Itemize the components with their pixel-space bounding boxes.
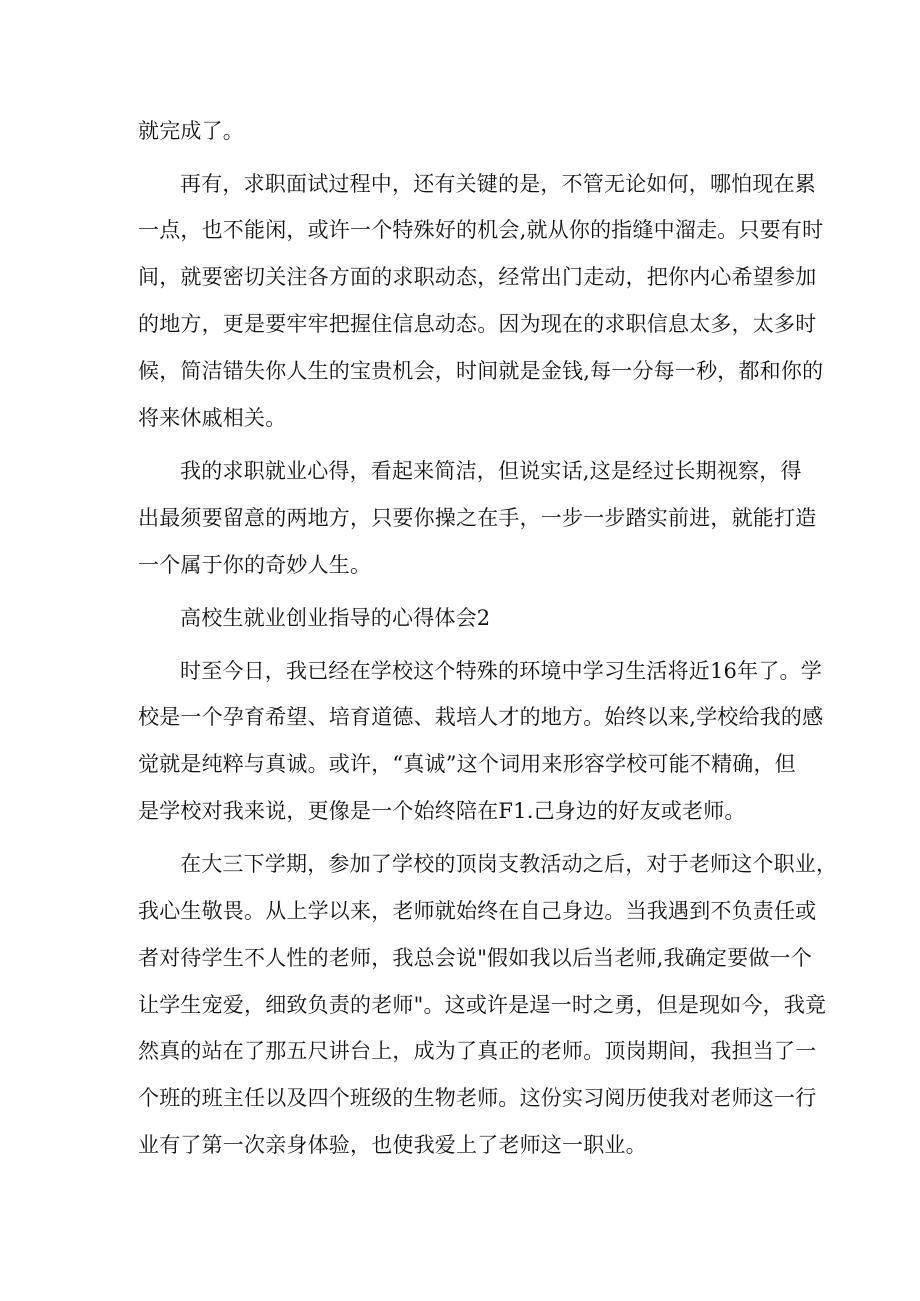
text-line: 校是一个孕育希望、培育道德、栽培人才的地方。始终以来,学校给我的感 — [138, 705, 824, 729]
text-line: 再有，求职面试过程中，还有关键的是，不管无论如何，哪怕现在累 — [180, 172, 816, 196]
text-line: 就完成了。 — [138, 119, 244, 143]
text-line: 一点，也不能闲，或许一个特殊好的机会,就从你的指缝中溜走。只要有时 — [138, 218, 824, 242]
text-line: 将来休戚相关。 — [138, 406, 287, 430]
text-line: 的地方，更是要牢牢把握住信息动态。因为现在的求职信息太多，太多时 — [138, 312, 817, 336]
text-line: 个班的班主任以及四个班级的生物老师。这份实习阅历使我对老师这一行 — [138, 1086, 817, 1110]
text-line: 觉就是纯粹与真诚。或许，“真诚”这个词用来形容学校可能不精确，但 — [138, 752, 796, 776]
text-line: 间，就要密切关注各方面的求职动态，经常出门走动，把你内心希望参加 — [138, 265, 817, 289]
text-line: 出最须要留意的两地方，只要你操之在手，一步一步踏实前进，就能打造 — [138, 506, 817, 530]
text-line: 候，简洁错失你人生的宝贵机会，时间就是金钱,每一分每一秒，都和你的 — [138, 359, 824, 383]
text-line: 我的求职就业心得，看起来简洁，但说实话,这是经过长期视察，得 — [180, 459, 802, 483]
text-line: 在大三下学期，参加了学校的顶岗支教活动之后，对于老师这个职业， — [180, 852, 838, 876]
section-heading: 高校生就业创业指导的心得体会2 — [180, 606, 491, 630]
text-line: 我心生敬畏。从上学以来，老师就始终在自己身边。当我遇到不负责任或 — [138, 899, 817, 923]
text-line: 让学生宠爱，细致负责的老师"。这或许是逞一时之勇，但是现如今，我竟 — [138, 993, 827, 1017]
text-line: 是学校对我来说，更像是一个始终陪在F1.己身边的好友或老师。 — [138, 799, 746, 823]
text-line: 时至今日，我已经在学校这个特殊的环境中学习生活将近16年了。学 — [180, 659, 822, 683]
text-line: 者对待学生不人性的老师，我总会说"假如我以后当老师,我确定要做一个 — [138, 946, 812, 970]
text-line: 一个属于你的奇妙人生。 — [138, 553, 372, 577]
text-line: 业有了第一次亲身体验，也使我爱上了老师这一职业。 — [138, 1133, 647, 1157]
text-line: 然真的站在了那五尺讲台上，成为了真正的老师。顶岗期间，我担当了一 — [138, 1039, 817, 1063]
